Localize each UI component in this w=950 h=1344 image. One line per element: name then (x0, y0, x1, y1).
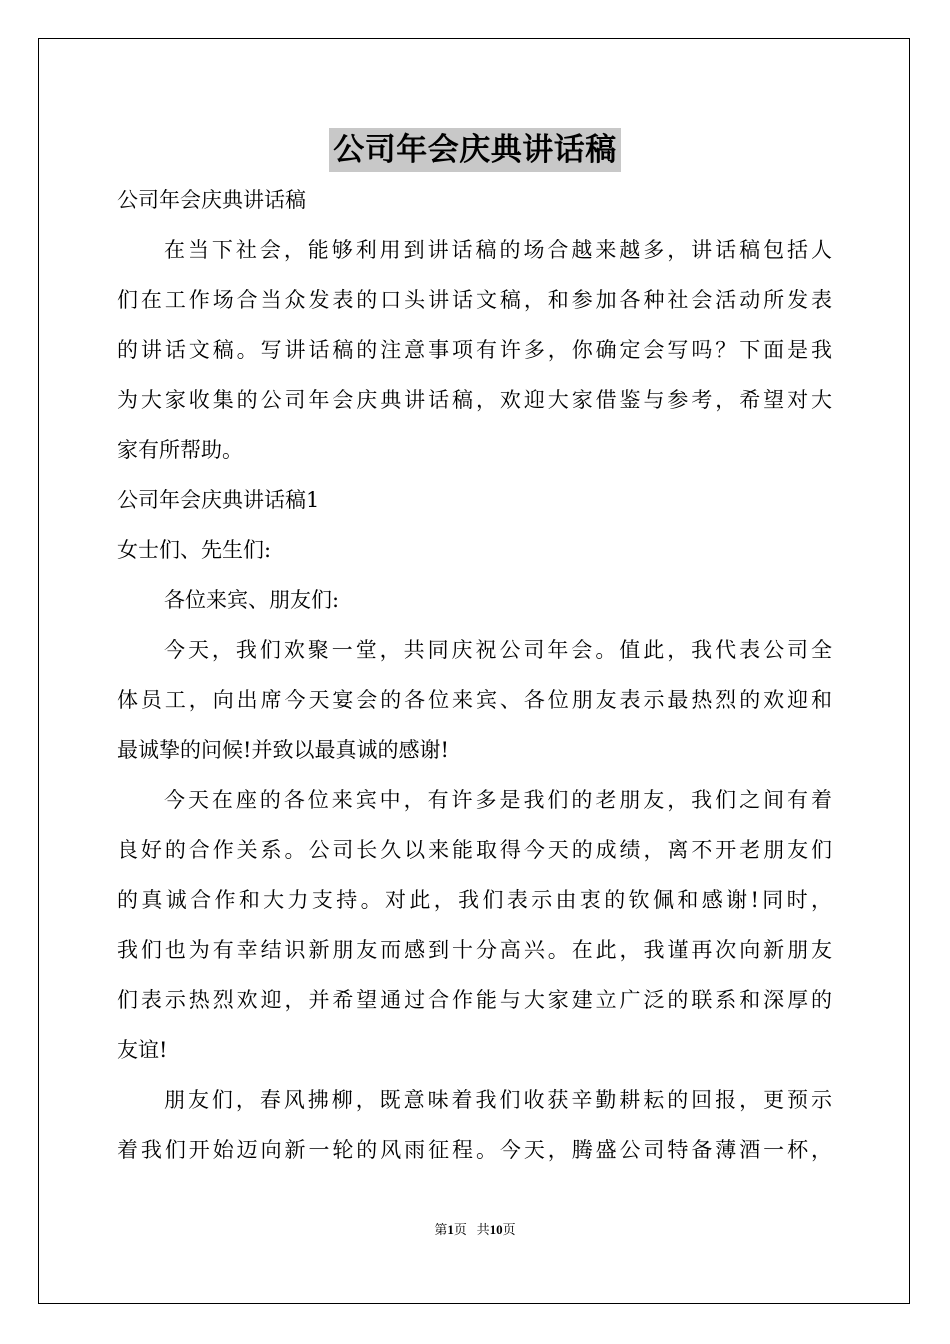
section-heading: 公司年会庆典讲话稿1 (117, 488, 320, 512)
paragraph-line: 良好的合作关系。公司长久以来能取得今天的成绩，离不开老朋友们 (117, 838, 832, 862)
intro-line: 为大家收集的公司年会庆典讲话稿，欢迎大家借鉴与参考，希望对大 (117, 388, 832, 412)
subtitle: 公司年会庆典讲话稿 (117, 188, 306, 212)
intro-line: 的讲话文稿。写讲话稿的注意事项有许多，你确定会写吗？下面是我 (117, 338, 832, 362)
paragraph-line: 友谊! (117, 1038, 168, 1062)
page-footer (0, 1219, 950, 1238)
paragraph-line: 今天在座的各位来宾中，有许多是我们的老朋友，我们之间有着 (164, 788, 832, 812)
document-title: 公司年会庆典讲话稿 (329, 128, 621, 172)
footer-page-suffix: 页 (453, 1222, 467, 1237)
footer-page-number: 1 (447, 1222, 454, 1237)
footer-total-prefix: 共 (476, 1222, 490, 1237)
paragraph-line: 朋友们，春风拂柳，既意味着我们收获辛勤耕耘的回报，更预示 (164, 1088, 832, 1112)
paragraph-line: 最诚挚的问候!并致以最真诚的感谢! (117, 738, 449, 762)
paragraph-line: 今天，我们欢聚一堂，共同庆祝公司年会。值此，我代表公司全 (164, 638, 832, 662)
intro-line: 们在工作场合当众发表的口头讲话文稿，和参加各种社会活动所发表 (117, 288, 832, 312)
paragraph-line: 着我们开始迈向新一轮的风雨征程。今天，腾盛公司特备薄酒一杯， (117, 1138, 832, 1162)
salutation: 各位来宾、朋友们: (164, 588, 340, 612)
paragraph-line: 们表示热烈欢迎，并希望通过合作能与大家建立广泛的联系和深厚的 (117, 988, 832, 1012)
paragraph-line: 的真诚合作和大力支持。对此，我们表示由衷的钦佩和感谢!同时， (117, 888, 832, 912)
footer-total-suffix: 页 (502, 1222, 516, 1237)
title-container (0, 128, 950, 172)
paragraph-line: 体员工，向出席今天宴会的各位来宾、各位朋友表示最热烈的欢迎和 (117, 688, 832, 712)
intro-line: 在当下社会，能够利用到讲话稿的场合越来越多，讲话稿包括人 (164, 238, 832, 262)
salutation: 女士们、先生们: (117, 538, 272, 562)
document-body (117, 175, 832, 1175)
paragraph-line: 我们也为有幸结识新朋友而感到十分高兴。在此，我谨再次向新朋友 (117, 938, 832, 962)
footer-total-pages: 10 (489, 1222, 503, 1237)
footer-prefix: 第 (434, 1222, 448, 1237)
intro-line: 家有所帮助。 (117, 438, 243, 462)
